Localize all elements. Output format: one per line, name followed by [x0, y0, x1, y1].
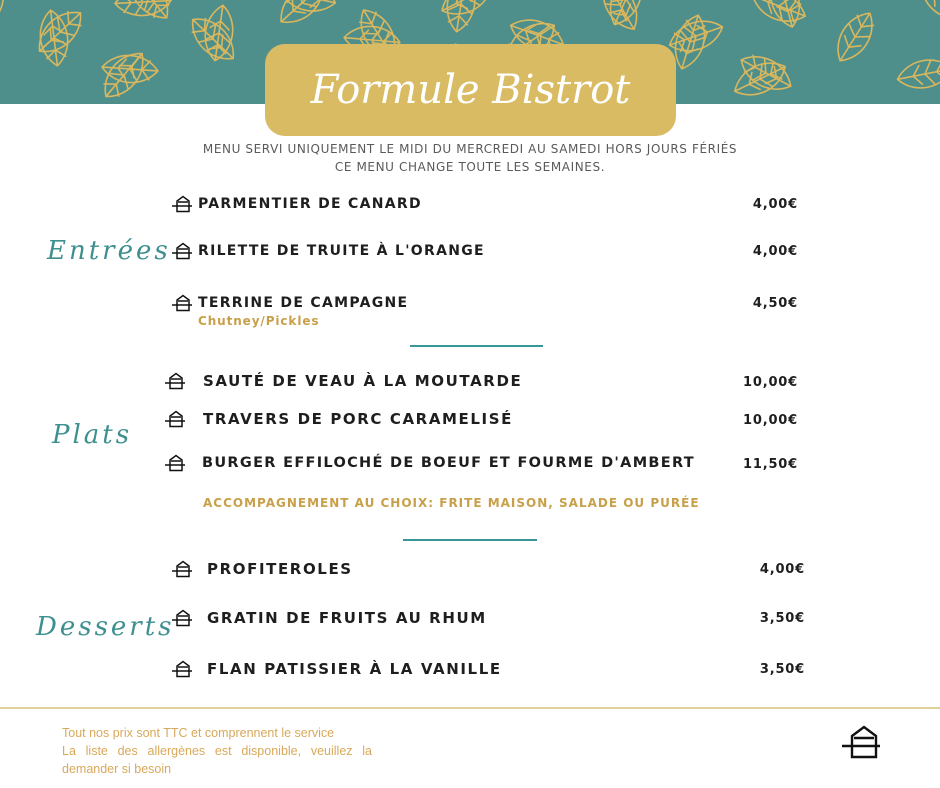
item-name: RILETTE DE TRUITE À L'ORANGE [198, 243, 485, 259]
section-divider [410, 345, 543, 347]
menu-item [171, 195, 422, 213]
menu-item [171, 660, 502, 678]
title-plate [265, 44, 676, 136]
item-price: 10,00€ [743, 413, 798, 428]
menu-item [171, 294, 408, 312]
item-subtitle: Chutney/Pickles [198, 314, 320, 328]
item-name: PARMENTIER DE CANARD [198, 196, 422, 212]
item-name: TRAVERS DE PORC CARAMELISÉ [203, 410, 513, 428]
service-notice: MENU SERVI UNIQUEMENT LE MIDI DU MERCREDI AU SAMEDI HORS JOURS FÉRIÉS [202, 142, 738, 156]
item-price: 4,50€ [752, 296, 798, 311]
house-icon [171, 242, 193, 260]
footer-allergen-note: La liste des allergènes est disponible, veuillez la demander si besoin [62, 744, 372, 776]
item-name: BURGER EFFILOCHÉ DE BOEUF ET FOURME D'AMBERT [202, 455, 695, 471]
section-label-plats: Plats [52, 420, 133, 450]
house-icon [171, 560, 193, 578]
footer-price-note: Tout nos prix sont TTC et comprennent le service [62, 726, 335, 740]
section-divider [403, 539, 537, 541]
house-logo-icon [840, 724, 882, 760]
item-price: 10,00€ [743, 375, 798, 390]
house-icon [171, 294, 193, 312]
menu-item [164, 454, 695, 472]
item-name: FLAN PATISSIER À LA VANILLE [207, 660, 502, 678]
item-price: 3,50€ [759, 662, 805, 677]
menu-item [164, 372, 522, 390]
section-label-desserts: Desserts [36, 612, 175, 642]
weekly-change-notice: CE MENU CHANGE TOUTE LES SEMAINES. [334, 160, 606, 174]
item-price: 3,50€ [759, 611, 805, 626]
menu-item [171, 560, 353, 578]
accompaniment-note: ACCOMPAGNEMENT AU CHOIX: FRITE MAISON, SALADE OU PURÉE [203, 496, 700, 510]
menu-item [171, 242, 485, 260]
footer-divider [0, 707, 940, 709]
house-icon [171, 609, 193, 627]
house-icon [171, 195, 193, 213]
item-price: 4,00€ [752, 244, 798, 259]
menu-item [171, 609, 487, 627]
house-icon [164, 410, 186, 428]
item-name: SAUTÉ DE VEAU À LA MOUTARDE [203, 372, 523, 390]
item-price: 4,00€ [752, 197, 798, 212]
house-icon [164, 372, 186, 390]
house-icon [164, 454, 186, 472]
house-icon [171, 660, 193, 678]
menu-title: Formule Bistrot [310, 67, 631, 113]
item-price: 11,50€ [743, 457, 798, 472]
item-name: PROFITEROLES [207, 560, 353, 578]
menu-item [164, 410, 513, 428]
item-name: GRATIN DE FRUITS AU RHUM [207, 609, 487, 627]
item-price: 4,00€ [759, 562, 805, 577]
section-label-entrees: Entrées [47, 236, 171, 266]
item-name: TERRINE DE CAMPAGNE [198, 295, 409, 311]
